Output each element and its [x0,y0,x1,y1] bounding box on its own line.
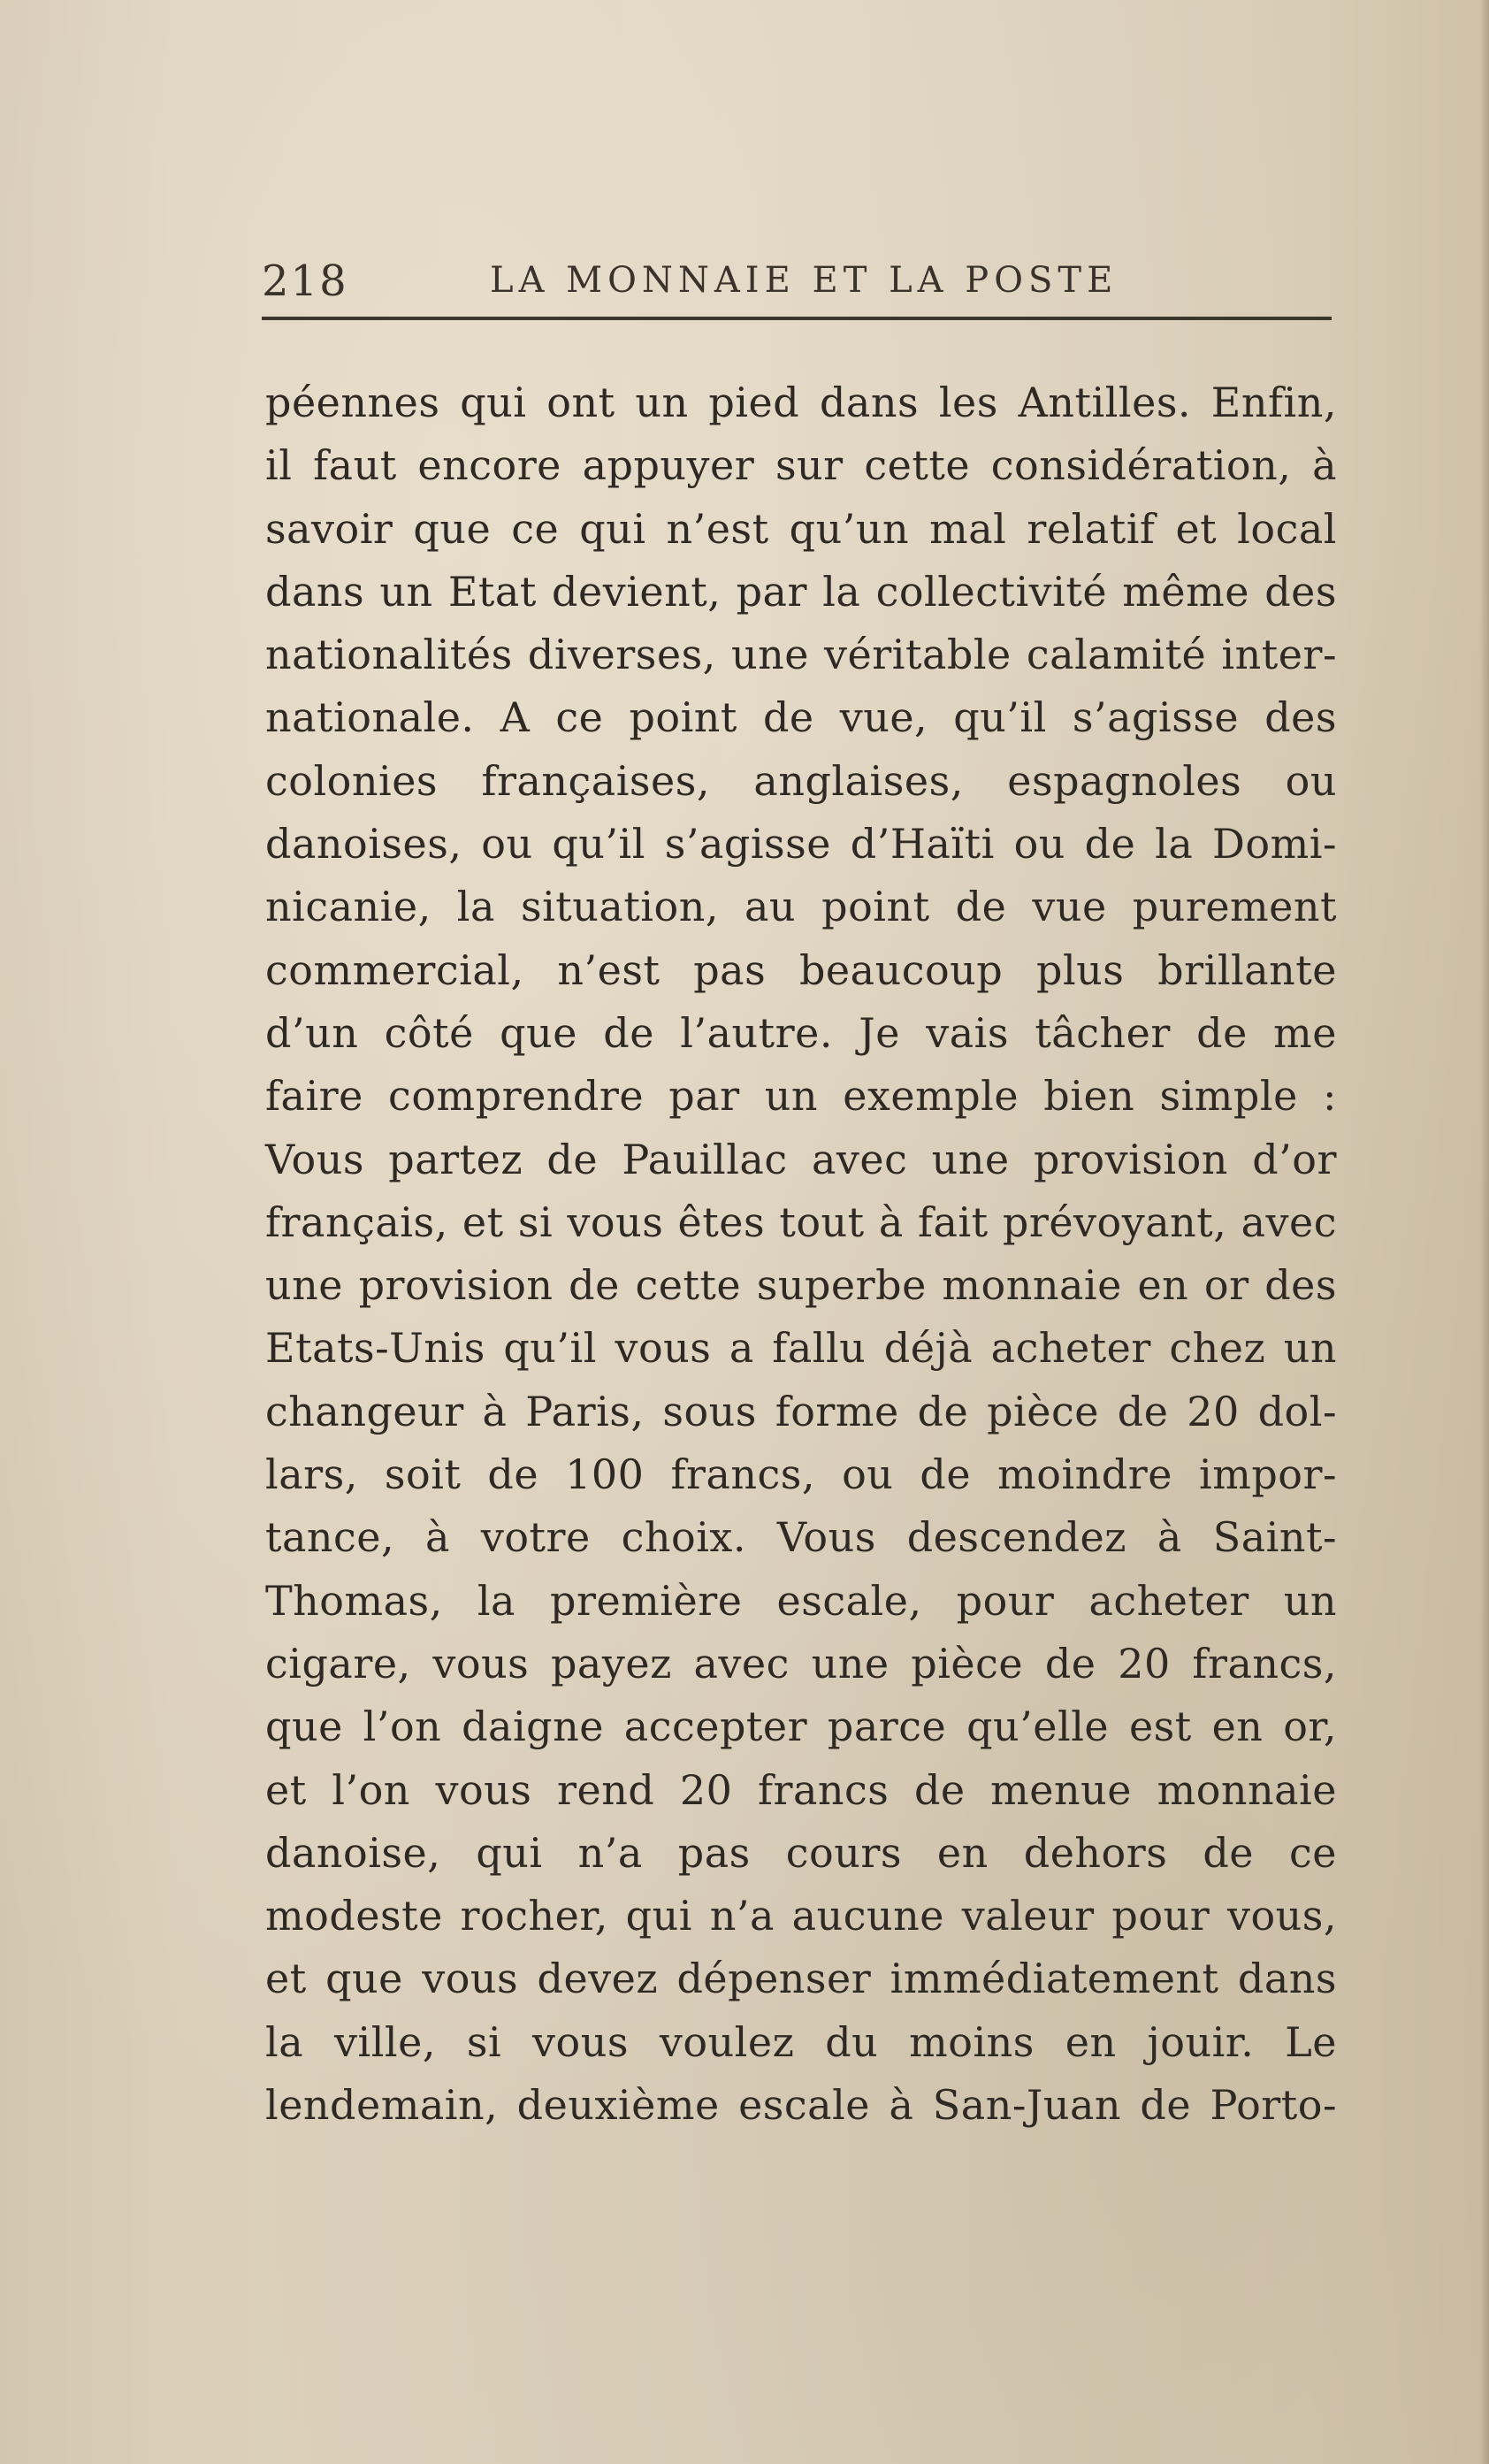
text-line: nationalités diverses, une véritable calamité inter- [265,631,1337,679]
text-line: et que vous devez dépenser immédiatement dans [265,1955,1337,2003]
text-line: il faut encore appuyer sur cette considération, à [265,441,1337,490]
text-line: danoises, ou qu’il s’agisse d’Haïti ou de la Domi- [265,820,1337,869]
text-line: lars, soit de 100 francs, ou de moindre impor- [265,1450,1337,1499]
text-line: nicanie, la situation, au point de vue purement [265,883,1337,931]
text-line: dans un Etat devient, par la collectivité même des [265,567,1337,616]
header-rule [262,317,1332,320]
text-line: la ville, si vous voulez du moins en jouir. Le [265,2017,1337,2066]
text-line: Thomas, la première escale, pour acheter un [265,1576,1337,1625]
body-text [265,371,1337,2137]
text-line: cigare, vous payez avec une pièce de 20 francs, [265,1639,1337,1687]
text-line: lendemain, deuxième escale à San-Juan de Porto- [265,2081,1337,2130]
running-title: LA MONNAIE ET LA POSTE [490,260,1119,301]
text-line: d’un côté que de l’autre. Je vais tâcher de me [265,1008,1337,1057]
text-line: commercial, n’est pas beaucoup plus brillante [265,945,1337,994]
text-line: danoise, qui n’a pas cours en dehors de ce [265,1828,1337,1877]
text-line: changeur à Paris, sous forme de pièce de 20 dol- [265,1387,1337,1435]
page-edge-shadow [1480,0,1489,2464]
text-line: français, et si vous êtes tout à fait prévoyant, avec [265,1198,1337,1246]
text-line: colonies françaises, anglaises, espagnoles ou [265,756,1337,805]
text-line: faire comprendre par un exemple bien simple : [265,1072,1337,1121]
text-line: Etats-Unis qu’il vous a fallu déjà acheter chez un [265,1324,1337,1373]
text-line: modeste rocher, qui n’a aucune valeur pour vous, [265,1892,1337,1940]
text-line: tance, à votre choix. Vous descendez à Saint- [265,1513,1337,1562]
text-line: et l’on vous rend 20 francs de menue monnaie [265,1765,1337,1814]
text-line: une provision de cette superbe monnaie en or des [265,1261,1337,1310]
page-number: 218 [262,256,348,306]
text-line: Vous partez de Pauillac avec une provision d’or [265,1135,1337,1183]
text-line: nationale. A ce point de vue, qu’il s’agisse des [265,693,1337,742]
page-header [262,249,1332,322]
text-line: péennes qui ont un pied dans les Antilles. Enfin, [265,379,1337,426]
text-line: savoir que ce qui n’est qu’un mal relatif et local [265,504,1337,553]
text-line: que l’on daigne accepter parce qu’elle est en or, [265,1703,1337,1751]
